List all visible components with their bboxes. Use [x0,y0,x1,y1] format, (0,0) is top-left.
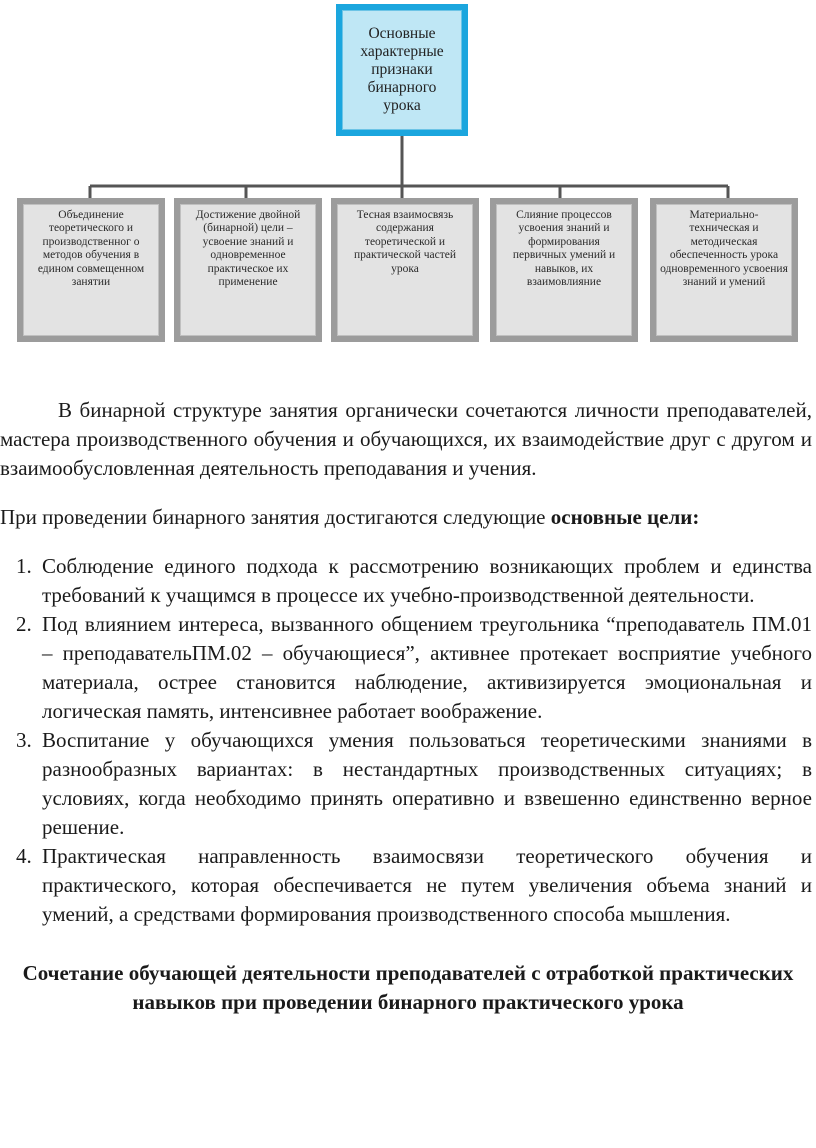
diagram-child-label: Слияние процессов усвоения знаний и формирования первичных умений и навыков, их взаимовлияние [496,204,632,336]
goals-intro-text: При проведении бинарного занятия достигаются следующие [0,505,551,529]
goals-list [0,552,816,929]
list-item [0,610,816,726]
diagram-child-label: Достижение двойной (бинарной) цели – усвоение знаний и одновременное практическое их применение [180,204,316,336]
list-item [0,842,816,929]
list-item-text: Воспитание у обучающихся умения пользоваться теоретическими знаниями в разнообразных вариантах: в нестандартных производственных ситуациях; в условиях, когда необходимо принять оперативно и взвешенно единственно верное решение. [42,728,812,839]
section-heading: Сочетание обучающей деятельности преподавателей с отработкой практических навыков при проведении бинарного практического урока [22,961,794,1014]
diagram-child-node-2 [174,198,322,342]
list-item [0,552,816,610]
diagram-child-label: Материально-техническая и методическая обеспеченность урока одновременного усвоения знаний и умений [656,204,792,336]
list-item-number: 3. [16,728,32,752]
list-item-text: Практическая направленность взаимосвязи теоретического обучения и практического, которая обеспечивается не путем увеличения объема знаний и умений, а средствами формирования производственного способа мышления. [42,844,812,926]
diagram-child-node-5 [650,198,798,342]
diagram-child-node-1 [17,198,165,342]
list-item-text: Под влиянием интереса, вызванного общением треугольника “преподаватель ПМ.01 – преподавательПМ.02 – обучающиеся”, активнее протекает восприятие учебного материала, острее становится наблюдение, активизируется эмоциональная и логическая память, интенсивнее работает воображение. [42,612,812,723]
list-item-text: Соблюдение единого подхода к рассмотрению возникающих проблем и единства требований к учащимся в процессе их учебно-производственной деятельности. [42,554,812,607]
hierarchy-diagram [0,0,816,350]
list-item [0,726,816,842]
list-item-number: 2. [16,612,32,636]
diagram-child-label: Объединение теоретического и производственног о методов обучения в едином совмещенном занятии [23,204,159,336]
diagram-root-label: Основные характерные признаки бинарного урока [342,10,462,130]
document-body [0,396,816,1017]
diagram-child-node-4 [490,198,638,342]
goals-intro-bold: основные цели: [550,505,700,529]
diagram-root-node [336,4,468,136]
diagram-child-label: Тесная взаимосвязь содержания теоретической и практической частей урока [337,204,473,336]
list-item-number: 1. [16,554,32,578]
diagram-child-node-3 [331,198,479,342]
goals-intro-paragraph [0,503,816,532]
intro-paragraph: В бинарной структуре занятия органически сочетаются личности преподавателей, мастера производственного обучения и обучающихся, их взаимодействие друг с другом и взаимообусловленная деятельность преподавания и учения. [0,398,812,480]
list-item-number: 4. [16,844,32,868]
